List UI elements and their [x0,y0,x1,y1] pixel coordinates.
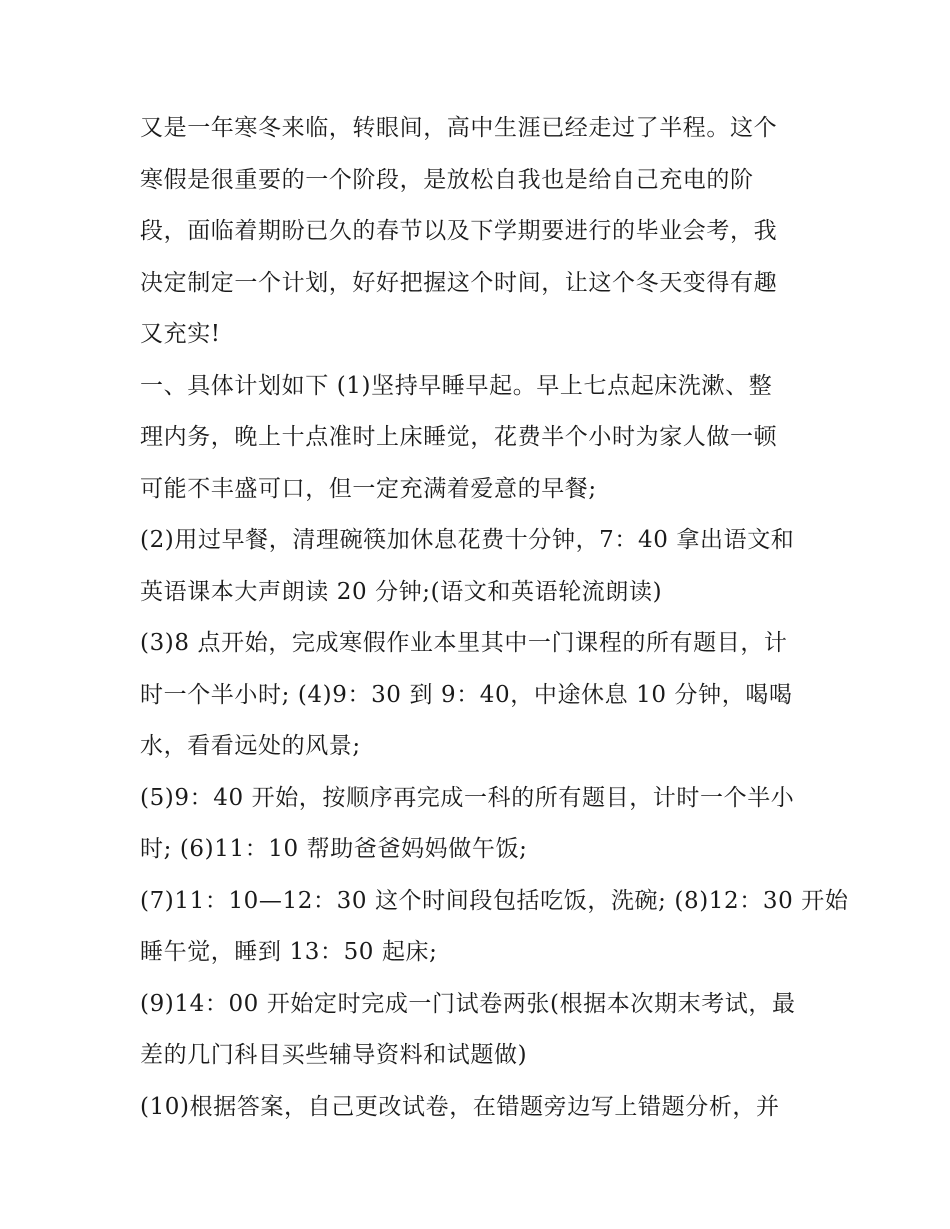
document-body [140,103,849,1133]
text-line: 水，看看远处的风景; [140,733,361,759]
text-line: (3)8 点开始，完成寒假作业本里其中一门课程的所有题目，计 [140,630,788,656]
text-line: (2)用过早餐，清理碗筷加休息花费十分钟，7：40 拿出语文和 [140,527,795,553]
text-line: 寒假是很重要的一个阶段，是放松自我也是给自己充电的阶 [140,166,754,193]
text-line: 段，面临着期盼已久的春节以及下学期要进行的毕业会考，我 [140,218,778,244]
text-line: 时; (6)11：10 帮助爸爸妈妈做午饭; [140,836,528,862]
text-line: 差的几门科目买些辅导资料和试题做) [140,1042,528,1068]
text-line: 时一个半小时; (4)9：30 到 9：40，中途休息 10 分钟，喝喝 [140,681,793,708]
text-line: 可能不丰盛可口，但一定充满着爱意的早餐; [140,475,597,502]
text-line: 又充实! [140,321,221,347]
text-line: (10)根据答案，自己更改试卷，在错题旁边写上错题分析，并 [140,1093,780,1120]
text-line: 理内务，晚上十点准时上床睡觉，花费半个小时为家人做一顿 [140,424,778,450]
text-line: 决定制定一个计划，好好把握这个时间，让这个冬天变得有趣 [140,269,778,296]
text-line: (5)9：40 开始，按顺序再完成一科的所有题目，计时一个半小 [140,784,795,811]
text-line: 睡午觉，睡到 13：50 起床; [140,939,438,965]
text-line: 英语课本大声朗读 20 分钟;(语文和英语轮流朗读) [140,578,663,605]
text-line: 一、具体计划如下 (1)坚持早睡早起。早上七点起床洗漱、整 [140,372,773,399]
text-line: (9)14：00 开始定时完成一门试卷两张(根据本次期末考试，最 [140,990,796,1017]
text-line: (7)11：10—12：30 这个时间段包括吃饭，洗碗; (8)12：30 开始 [140,887,849,914]
text-line: 又是一年寒冬来临，转眼间，高中生涯已经走过了半程。这个 [140,115,778,141]
